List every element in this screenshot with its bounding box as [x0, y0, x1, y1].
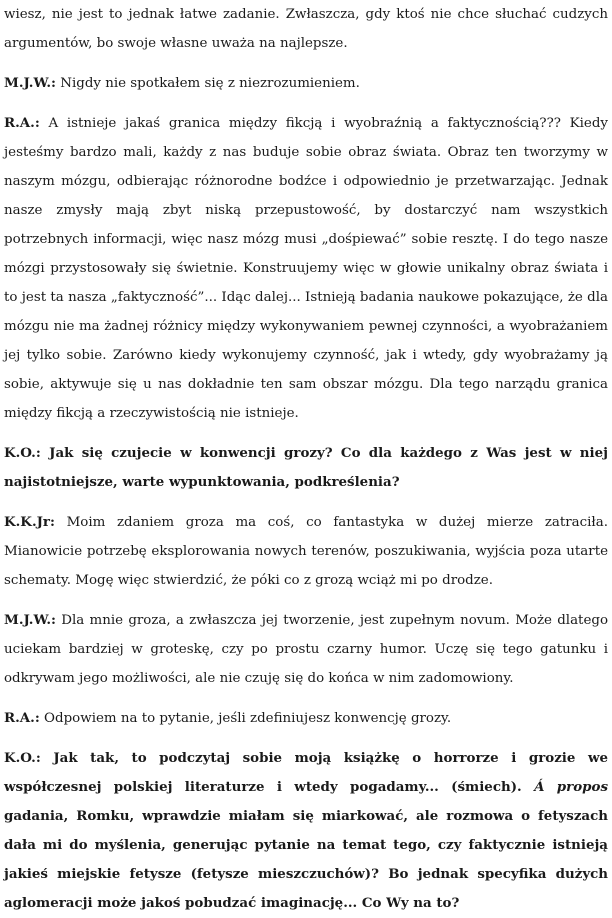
- paragraph-text: Jak się czujecie w konwencji grozy? Co dla każdego z Was jest w niej najistotniejsze, warte wypunktowania, podkreślenia?: [4, 445, 608, 490]
- paragraph-ko-question-1: [4, 439, 608, 497]
- paragraph-text: gadania, Romku, wprawdzie miałam się miarkować, ale rozmowa o fetyszach dała mi do myślenia, generując pytanie na temat tego, czy faktycznie istnieją jakieś miejskie fetysze (fetysze mieszczuchów)? Bo jednak specyfika dużych aglomeracji może jakoś pobudzać imaginację... Co Wy na to?: [4, 808, 608, 911]
- paragraph-mjw-1: [4, 69, 608, 98]
- paragraph-kkjr-1: [4, 508, 608, 595]
- paragraph-text: A istnieje jakaś granica między fikcją i wyobraźnią a faktycznością??? Kiedy jesteśmy bardzo mali, każdy z nas buduje sobie obraz świata. Obraz ten tworzymy w naszym mózgu, odbierając różnorodne bodźce i odpowiednio je przetwarzając. Jednak nasze zmysły mają zbyt niską przepustowość, by dostarczyć nam wszystkich potrzebnych informacji, więc nasz mózg musi „dośpiewać” sobie resztę. I do tego nasze mózgi przystosowały się świetnie. Konstruujemy więc w głowie unikalny obraz świata i to jest ta nasza „faktyczność”... Idąc dalej... Istnieją badania naukowe pokazujące, że dla mózgu nie ma żadnej różnicy między wykonywaniem pewnej czynności, a wyobrażaniem jej tylko sobie. Zarówno kiedy wykonujemy czynność, jak i wtedy, gdy wyobrażamy ją sobie, aktywuje się u nas dokładnie ten sam obszar mózgu. Dla tego narządu granica między fikcją a rzeczywistością nie istnieje.: [4, 116, 608, 421]
- speaker-label: K.O.:: [4, 445, 41, 461]
- speaker-label: M.J.W.:: [4, 75, 56, 91]
- paragraph-text: Dla mnie groza, a zwłaszcza jej tworzenie, jest zupełnym novum. Może dlatego uciekam bardziej w groteskę, czy po prostu czarny humor. Uczę się tego gatunku i odkrywam jego możliwości, ale nie czuję się do końca w nim zadomowiony.: [4, 613, 608, 686]
- speaker-label: K.K.Jr:: [4, 514, 55, 530]
- italic-phrase: Á propos: [534, 779, 608, 795]
- paragraph-mjw-2: [4, 606, 608, 693]
- document-page: [4, 0, 608, 918]
- speaker-label: R.A.:: [4, 115, 40, 131]
- paragraph-continuation: [4, 0, 608, 58]
- paragraph-ko-question-2: [4, 744, 608, 918]
- paragraph-ra-2: [4, 704, 608, 733]
- paragraph-text: Moim zdaniem groza ma coś, co fantastyka w dużej mierze zatraciła. Mianowicie potrzebę eksplorowania nowych terenów, poszukiwania, wyjścia poza utarte schematy. Mogę więc stwierdzić, że póki co z grozą wciąż mi po drodze.: [4, 515, 608, 588]
- paragraph-text: Nigdy nie spotkałem się z niezrozumieniem.: [56, 76, 360, 91]
- speaker-label: R.A.:: [4, 710, 40, 726]
- paragraph-text: Jak tak, to podczytaj sobie moją książkę o horrorze i grozie we współczesnej polskiej literaturze i wtedy pogadamy... (śmiech).: [4, 750, 608, 795]
- paragraph-text: wiesz, nie jest to jednak łatwe zadanie. Zwłaszcza, gdy ktoś nie chce słuchać cudzych argumentów, bo swoje własne uważa na najlepsze.: [4, 7, 608, 51]
- paragraph-text: Odpowiem na to pytanie, jeśli zdefiniujesz konwencję grozy.: [39, 711, 452, 726]
- speaker-label: K.O.:: [4, 750, 41, 766]
- paragraph-ra-1: [4, 109, 608, 428]
- speaker-label: M.J.W.:: [4, 612, 56, 628]
